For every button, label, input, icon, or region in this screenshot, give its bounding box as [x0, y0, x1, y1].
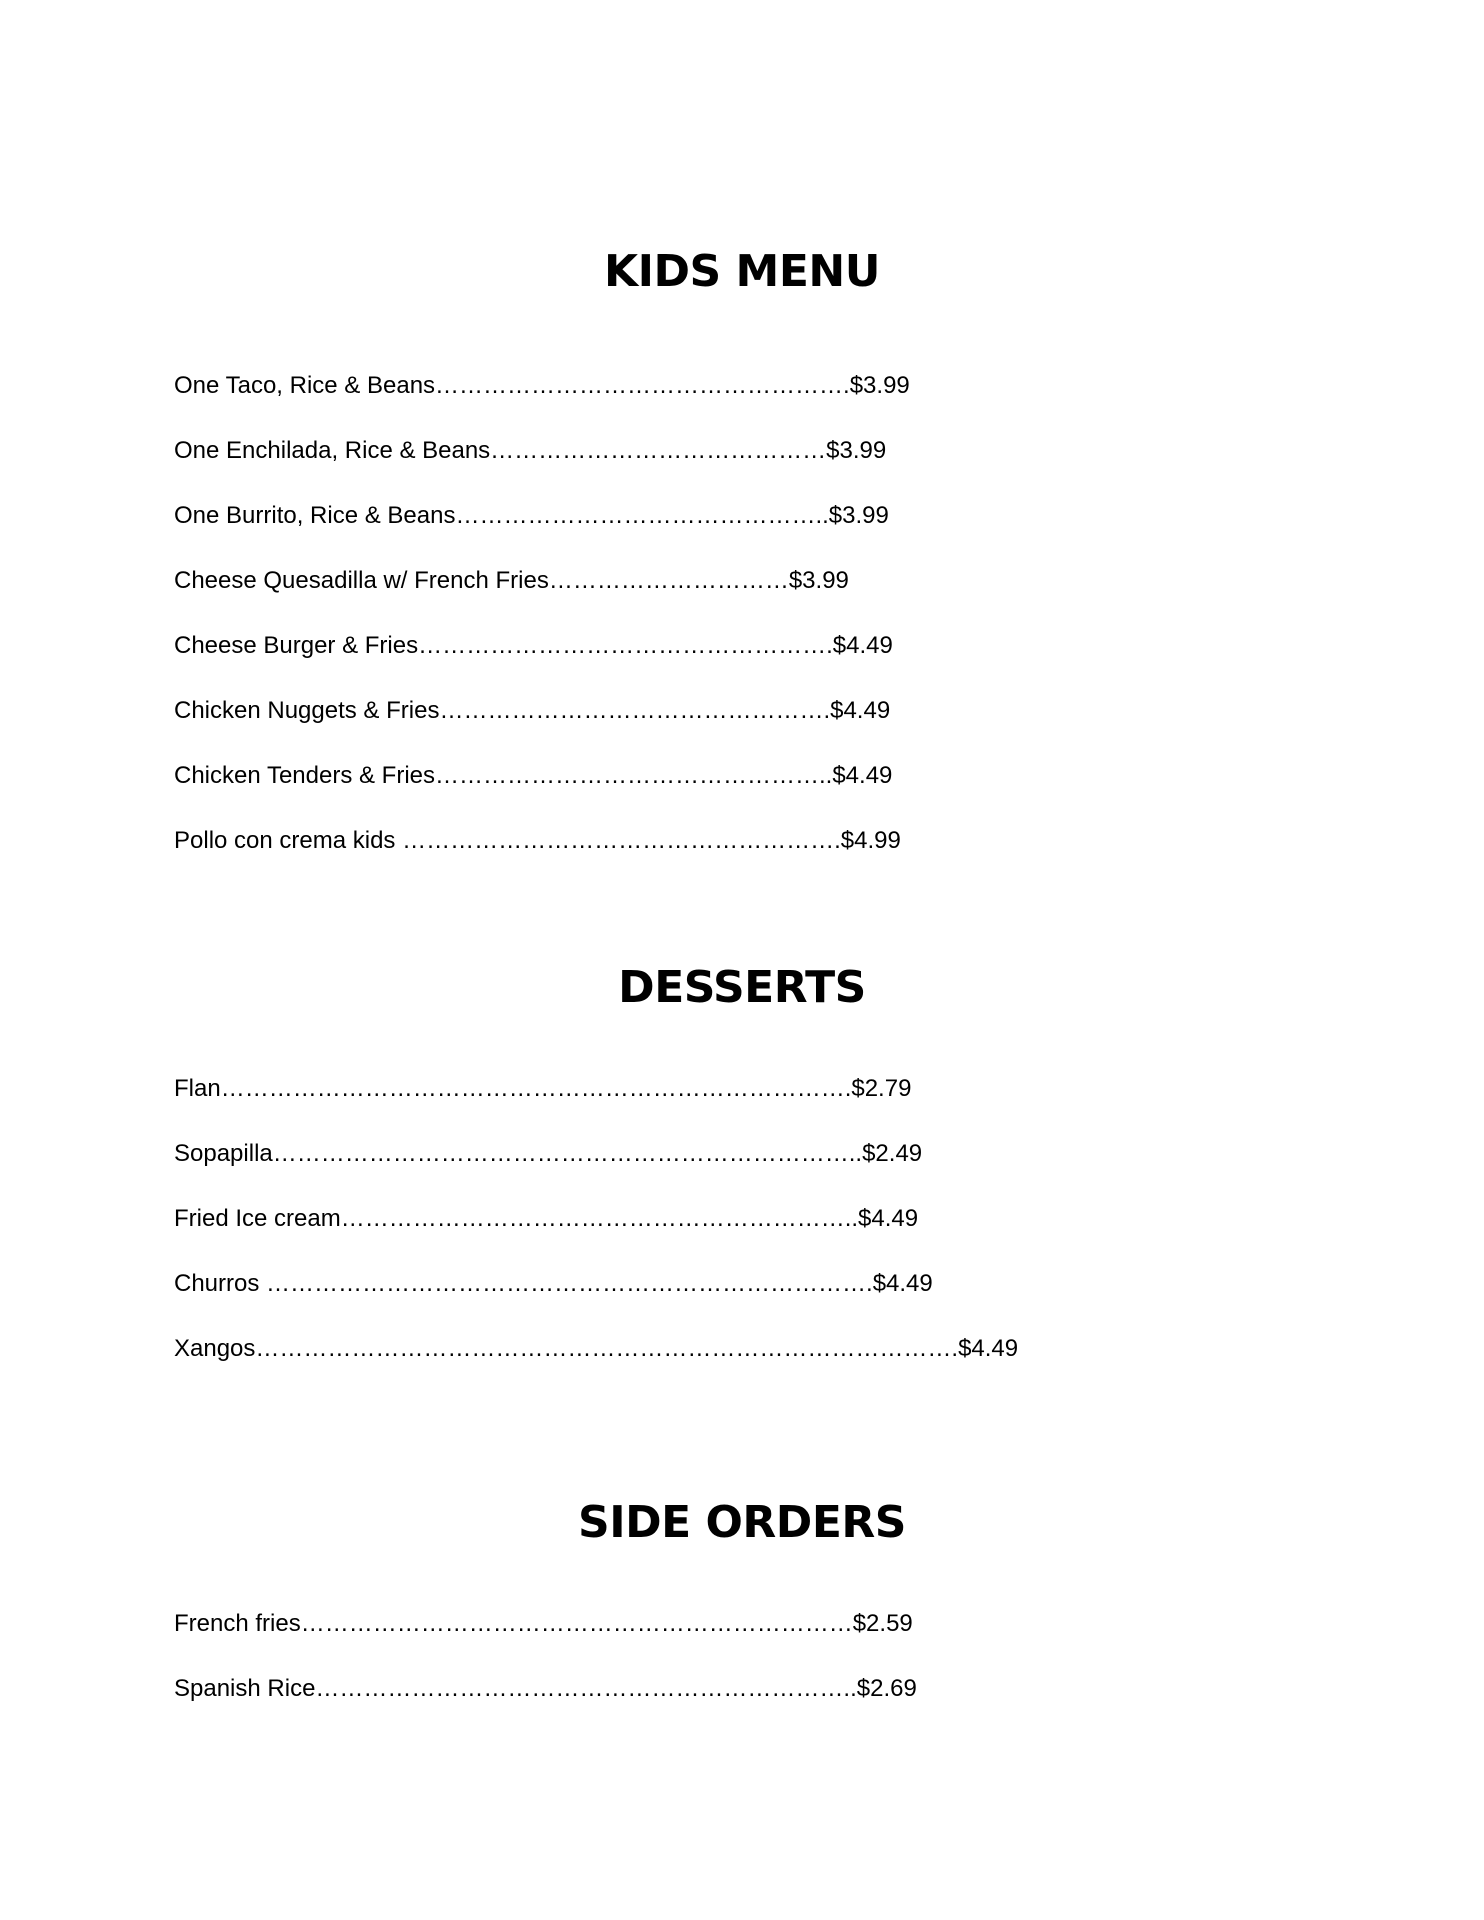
menu-item: Spanish Rice…………………………………………………………..$2.69: [174, 1675, 917, 1702]
menu-item: Xangos…………………………………………………………………………….$4.49: [174, 1335, 1019, 1362]
menu-item: Sopapilla………………………………………………………………..$2.49: [174, 1140, 923, 1167]
menu-item: Flan…………………………………………………………………….$2.79: [174, 1075, 912, 1102]
menu-item: One Enchilada, Rice & Beans……………………………………$3.99: [174, 437, 887, 464]
menu-item: Fried Ice cream………………………………………………………..$4.49: [174, 1205, 919, 1232]
menu-item: Churros ………………………………………………………………….$4.49: [174, 1270, 933, 1297]
menu-item: Chicken Nuggets & Fries………………………………………….$4.49: [174, 697, 891, 724]
menu-item: One Burrito, Rice & Beans………………………………………..$3.99: [174, 502, 889, 529]
menu-item: Cheese Quesadilla w/ French Fries…………………………$3.99: [174, 567, 849, 594]
menu-item: Pollo con crema kids ……………………………………………….$4.99: [174, 827, 901, 854]
menu-item: Chicken Tenders & Fries…………………………………………..$4.49: [174, 762, 893, 789]
menu-item: Cheese Burger & Fries…………………………………………….$4.49: [174, 632, 893, 659]
menu-item: French fries……………………………………………………………$2.59: [174, 1610, 913, 1637]
side-orders-heading: SIDE ORDERS: [578, 1497, 906, 1548]
desserts-heading: DESSERTS: [618, 962, 866, 1013]
menu-item: One Taco, Rice & Beans…………………………………………….$3.99: [174, 372, 910, 399]
kids-menu-heading: KIDS MENU: [604, 246, 880, 297]
